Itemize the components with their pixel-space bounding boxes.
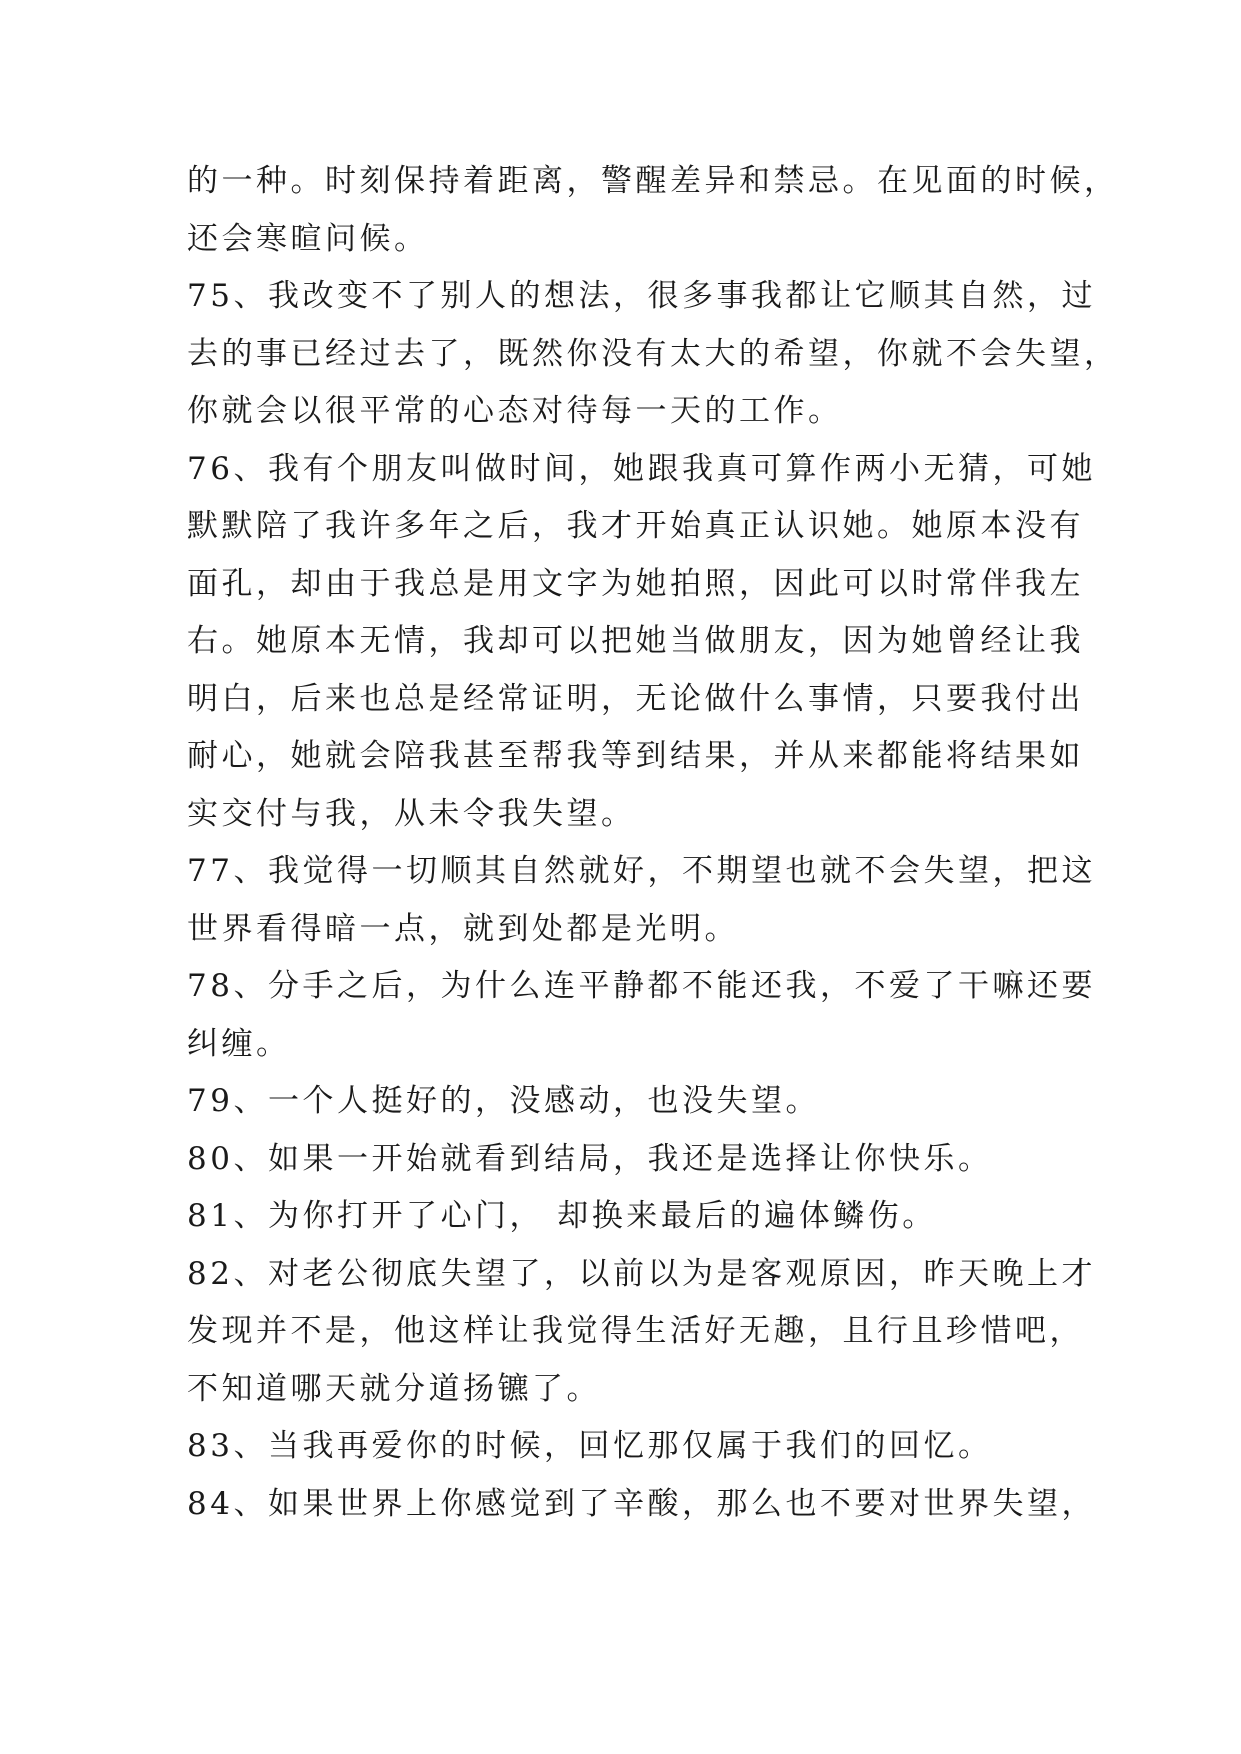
text-line: 你就会以很平常的心态对待每一天的工作。 bbox=[187, 393, 843, 429]
text-line: 83、当我再爱你的时候，回忆那仅属于我们的回忆。 bbox=[187, 1428, 993, 1464]
text-line: 81、为你打开了心门， 却换来最后的遍体鳞伤。 bbox=[187, 1198, 937, 1234]
text-line: 右。她原本无情，我却可以把她当做朋友，因为她曾经让我 bbox=[187, 623, 1084, 659]
text-line: 还会寒暄问候。 bbox=[187, 220, 429, 257]
text-line: 实交付与我，从未令我失望。 bbox=[187, 795, 636, 832]
text-line: 84、如果世界上你感觉到了辛酸，那么也不要对世界失望， bbox=[187, 1485, 1096, 1522]
text-line: 75、我改变不了别人的想法，很多事我都让它顺其自然，过 bbox=[187, 278, 1096, 314]
text-line: 耐心，她就会陪我甚至帮我等到结果，并从来都能将结果如 bbox=[187, 738, 1084, 774]
text-line: 的一种。时刻保持着距离，警醒差异和禁忌。在见面的时候， bbox=[187, 163, 1119, 199]
text-line: 79、一个人挺好的，没感动，也没失望。 bbox=[187, 1083, 820, 1119]
text-line: 77、我觉得一切顺其自然就好，不期望也就不会失望，把这 bbox=[187, 853, 1096, 889]
text-line: 80、如果一开始就看到结局，我还是选择让你快乐。 bbox=[187, 1140, 993, 1177]
text-line: 面孔，却由于我总是用文字为她拍照，因此可以时常伴我左 bbox=[187, 565, 1084, 602]
text-line: 不知道哪天就分道扬镳了。 bbox=[187, 1370, 601, 1407]
text-line: 明白，后来也总是经常证明，无论做什么事情，只要我付出 bbox=[187, 680, 1084, 717]
text-line: 发现并不是，他这样让我觉得生活好无趣，且行且珍惜吧， bbox=[187, 1313, 1084, 1349]
body-text bbox=[187, 153, 1119, 1533]
text-line: 纠缠。 bbox=[187, 1025, 291, 1062]
text-line: 82、对老公彻底失望了，以前以为是客观原因，昨天晚上才 bbox=[187, 1255, 1096, 1292]
text-line: 78、分手之后，为什么连平静都不能还我，不爱了干嘛还要 bbox=[187, 968, 1096, 1004]
text-line: 去的事已经过去了，既然你没有太大的希望，你就不会失望， bbox=[187, 335, 1119, 372]
text-line: 76、我有个朋友叫做时间，她跟我真可算作两小无猜，可她 bbox=[187, 450, 1096, 487]
text-line: 世界看得暗一点，就到处都是光明。 bbox=[187, 910, 739, 947]
text-line: 默默陪了我许多年之后，我才开始真正认识她。她原本没有 bbox=[187, 508, 1084, 544]
